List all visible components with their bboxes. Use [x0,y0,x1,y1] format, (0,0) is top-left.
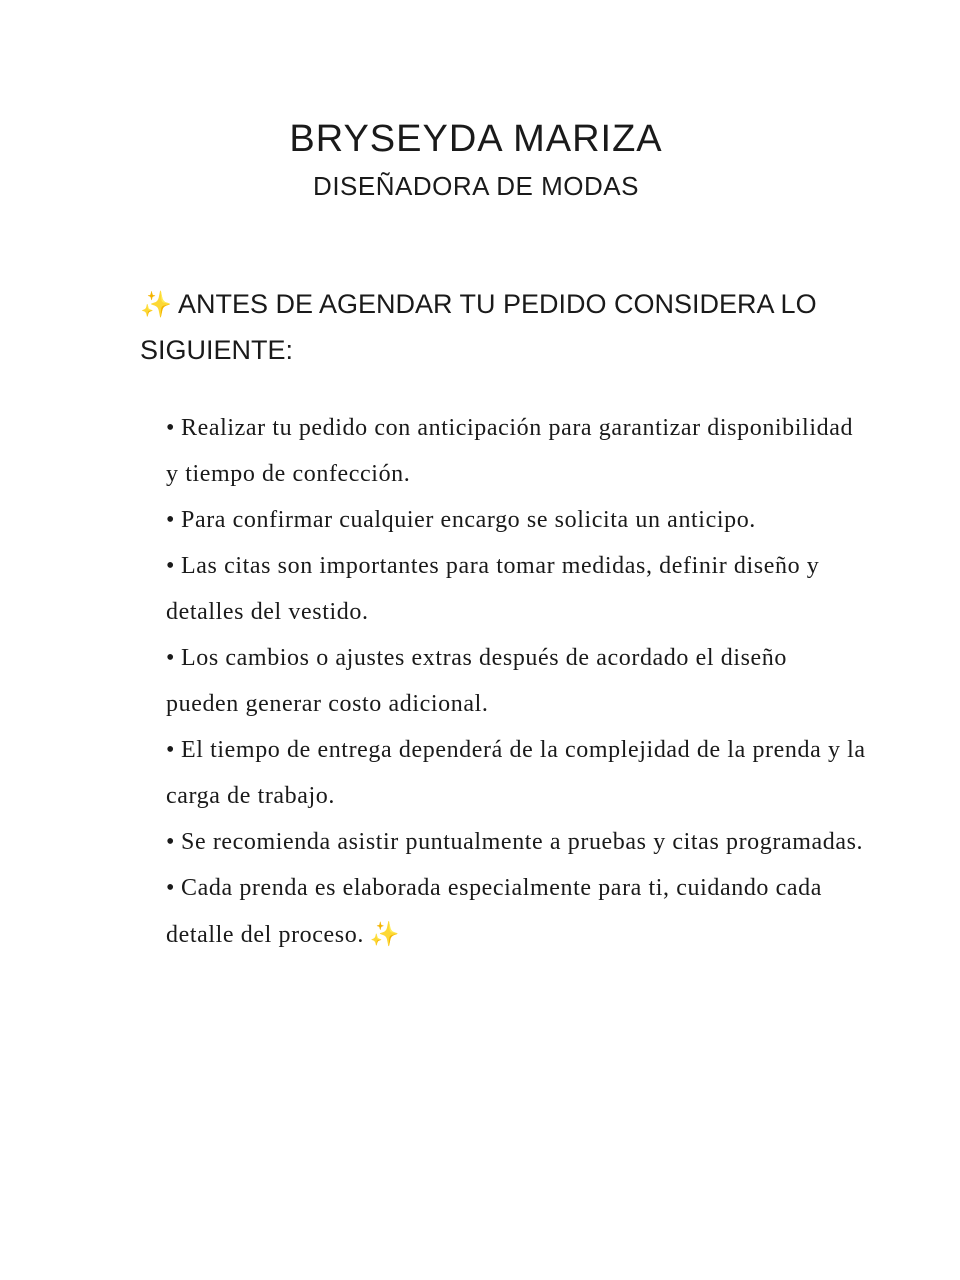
list-item-text: Realizar tu pedido con anticipación para garantizar disponibilidad y tiempo de confección. [166,415,854,487]
list-item-text: Se recomienda asistir puntualmente a pruebas y citas programadas. [181,829,864,855]
sparkles-icon: ✨ [140,290,172,320]
list-item: • Las citas son importantes para tomar medidas, definir diseño y detalles del vestido. [166,553,820,625]
designer-name: BRYSEYDA MARIZA [289,118,663,160]
list-item-text: Para confirmar cualquier encargo se solicita un anticipo. [181,507,756,533]
list-item: • El tiempo de entrega dependerá de la complejidad de la prenda y la carga de trabajo. [166,737,866,809]
list-item-text: Los cambios o ajustes extras después de acordado el diseño pueden generar costo adicional. [166,645,787,717]
notice-heading [140,282,840,373]
list-item: • Se recomienda asistir puntualmente a pruebas y citas programadas. [166,829,864,855]
designer-title: DISEÑADORA DE MODAS [313,171,639,201]
list-item-text: Cada prenda es elaborada especialmente para ti, cuidando cada detalle del proceso. [166,875,822,948]
sparkles-icon: ✨ [369,920,401,948]
list-item-text: Las citas son importantes para tomar medidas, definir diseño y detalles del vestido. [166,553,820,625]
considerations-list [166,405,866,958]
list-item: • Cada prenda es elaborada especialmente para ti, cuidando cada detalle del proceso. ✨ [166,875,822,948]
page-header [0,112,960,204]
list-item-text: El tiempo de entrega dependerá de la complejidad de la prenda y la carga de trabajo. [166,737,866,809]
notice-title: ANTES DE AGENDAR TU PEDIDO CONSIDERA LO SIGUIENTE: [140,289,817,365]
list-item: • Realizar tu pedido con anticipación para garantizar disponibilidad y tiempo de confección. [166,415,854,487]
list-item: • Los cambios o ajustes extras después de acordado el diseño pueden generar costo adicional. [166,645,787,717]
list-item: • Para confirmar cualquier encargo se solicita un anticipo. [166,507,756,533]
